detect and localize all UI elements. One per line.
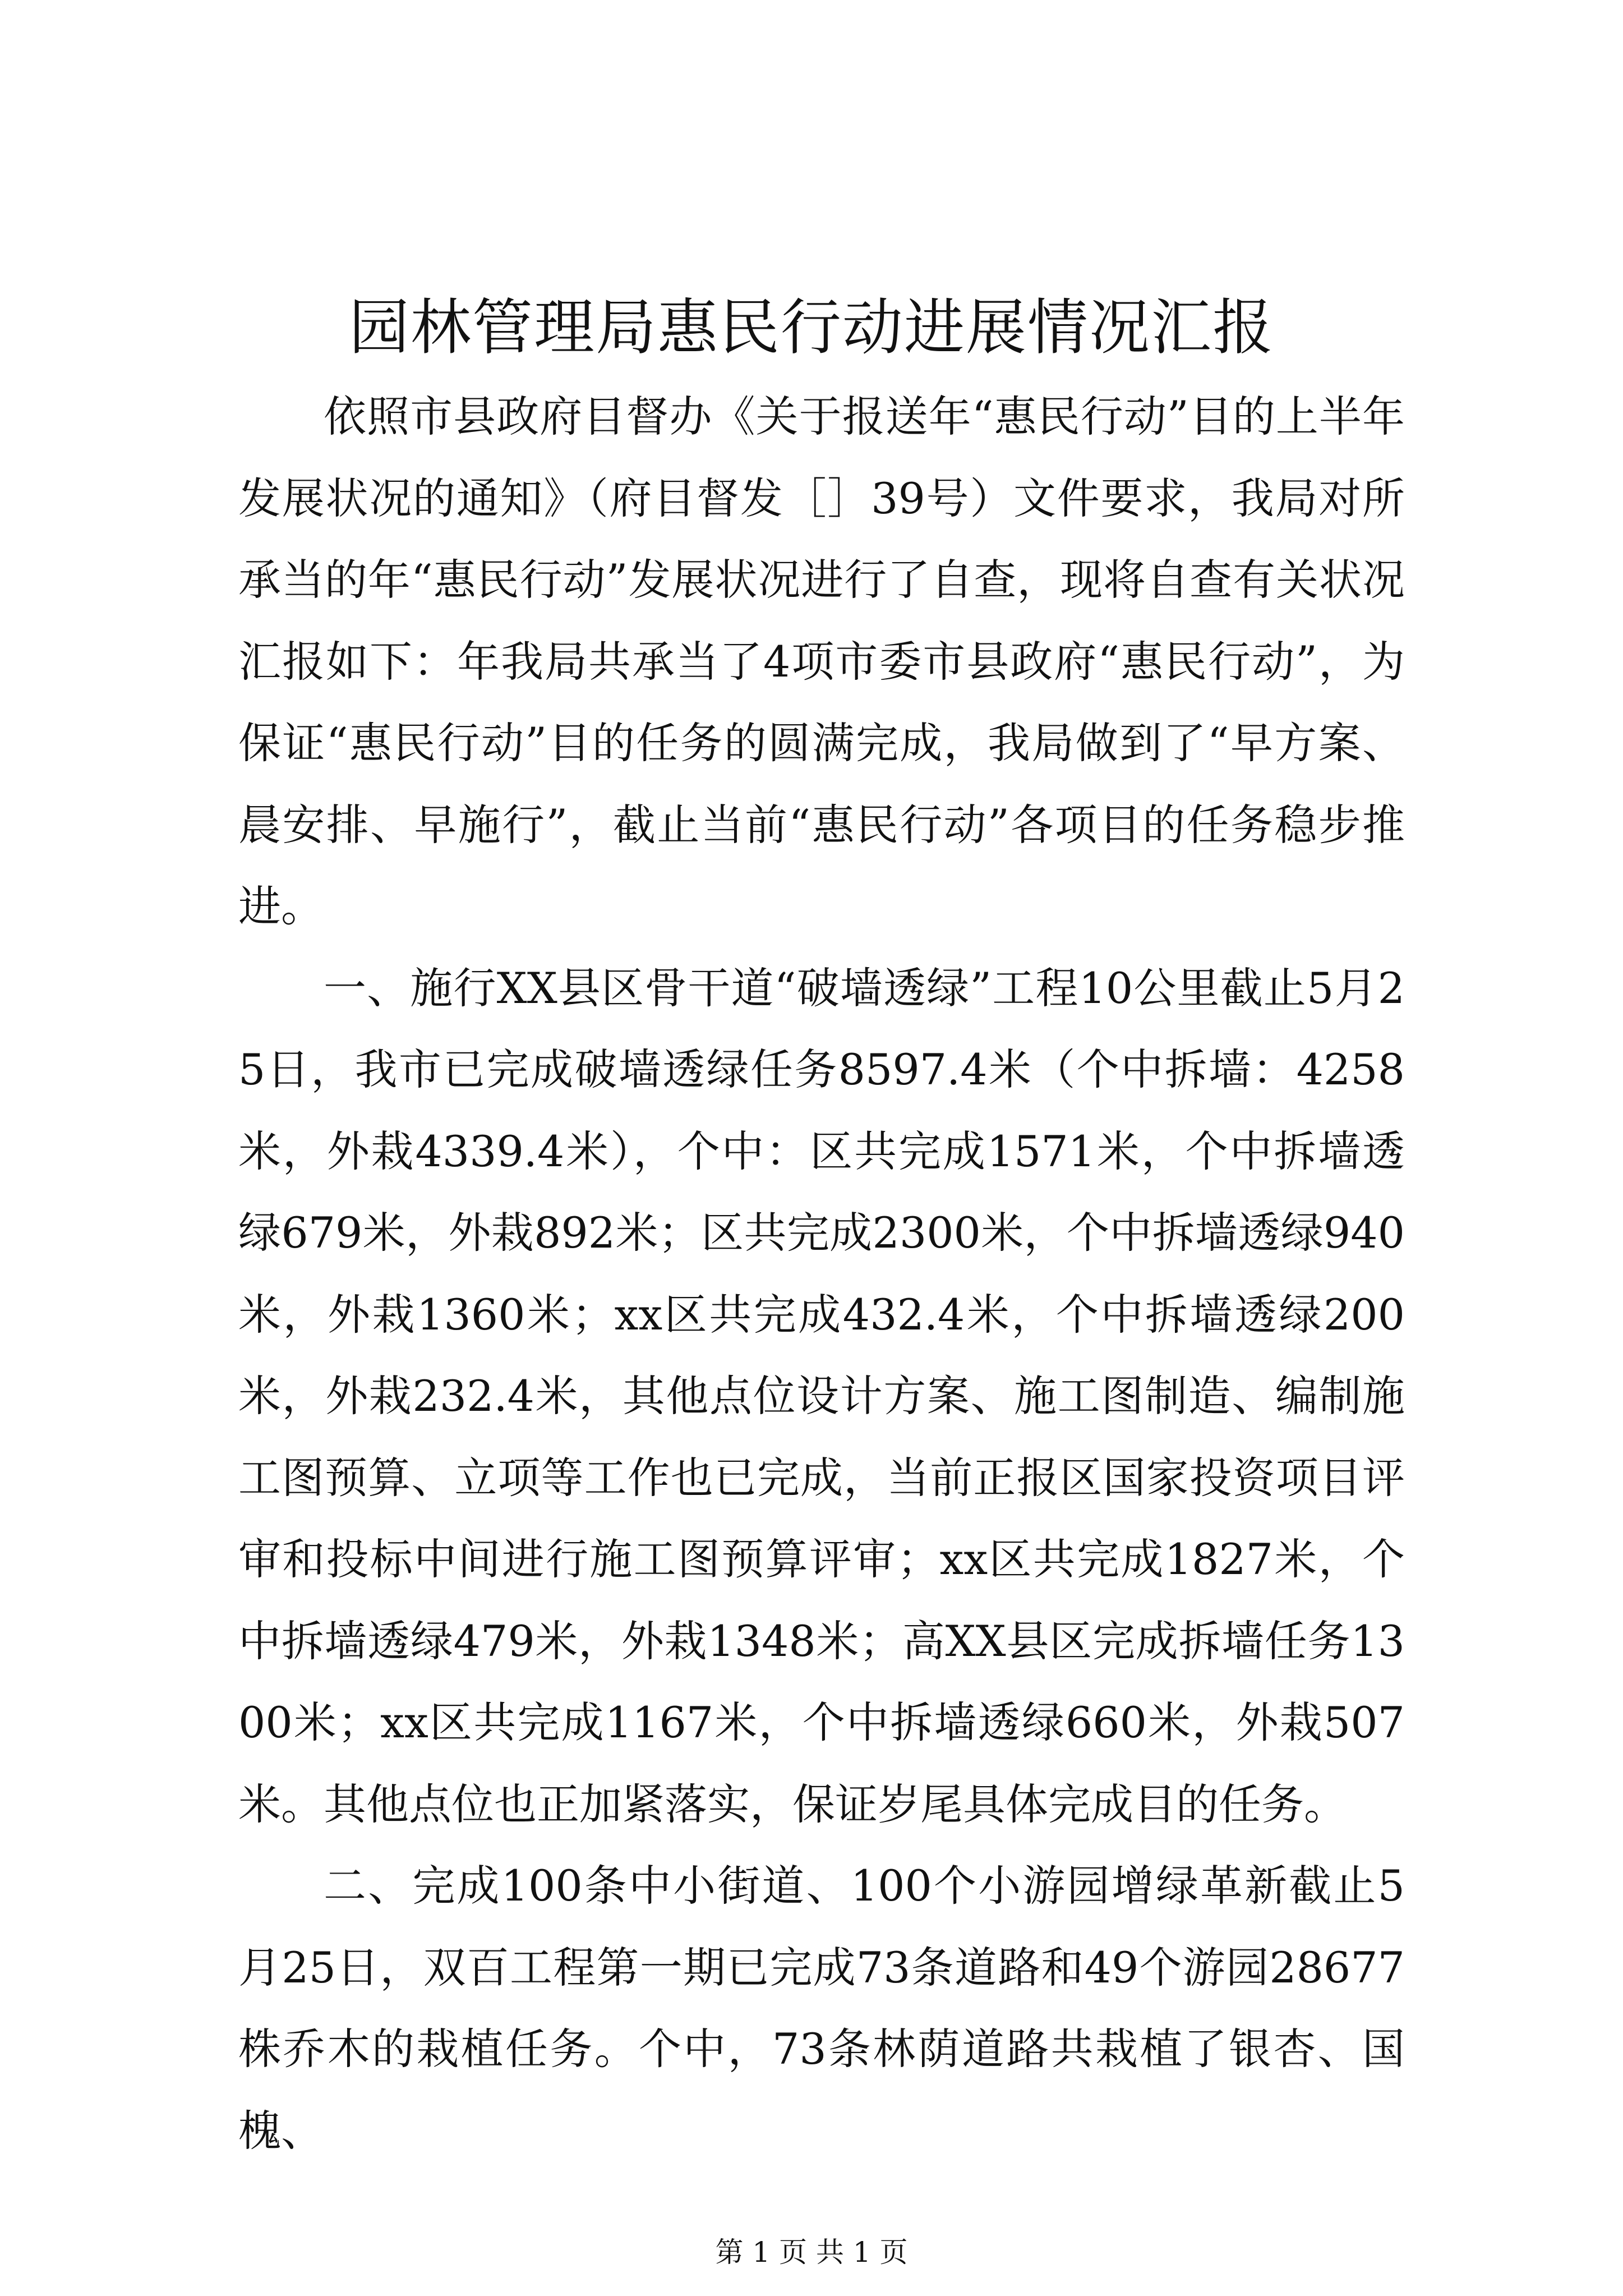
section-two-paragraph: 二、完成100条中小街道、100个小游园增绿革新截止5月25日，双百工程第一期已完成73条道路和49个游园28677株乔木的栽植任务。个中，73条林荫道路共栽植了银杏、国槐、 <box>238 1861 1405 2156</box>
intro-paragraph: 依照市县政府目督办《关于报送年“惠民行动”目的上半年发展状况的通知》（府目督发［］39号）文件要求，我局对所承当的年“惠民行动”发展状况进行了自查，现将自查有关状况汇报如下：年我局共承当了4项市委市县政府“惠民行动”，为保证“惠民行动”目的任务的圆满完成，我局做到了“早方案、晨安排、早施行”，截止当前“惠民行动”各项目的任务稳步推进。 <box>238 392 1405 931</box>
document-body <box>238 376 1405 2171</box>
page-footer: 第 1 页 共 1 页 <box>715 2236 908 2269</box>
section-one-paragraph: 一、施行XX县区骨干道“破墙透绿”工程10公里截止5月25日，我市已完成破墙透绿任务8597.4米（个中拆墙：4258米，外栽4339.4米），个中：区共完成1571米，个中拆墙透绿679米，外栽892米；区共完成2300米，个中拆墙透绿940米，外栽1360米；xx区共完成432.4米，个中拆墙透绿200米，外栽232.4米，其他点位设计方案、施工图制造、编制施工图预算、立项等工作也已完成，当前正报区国家投资项目评审和投标中间进行施工图预算评审；xx区共完成1827米，个中拆墙透绿479米，外栽1348米；高XX县区完成拆墙任务1300米；xx区共完成1167米，个中拆墙透绿660米，外栽507米。其他点位也正加紧落实，保证岁尾具体完成目的任务。 <box>238 963 1405 1829</box>
document-title: 园林管理局惠民行动进展情况汇报 <box>348 293 1274 363</box>
